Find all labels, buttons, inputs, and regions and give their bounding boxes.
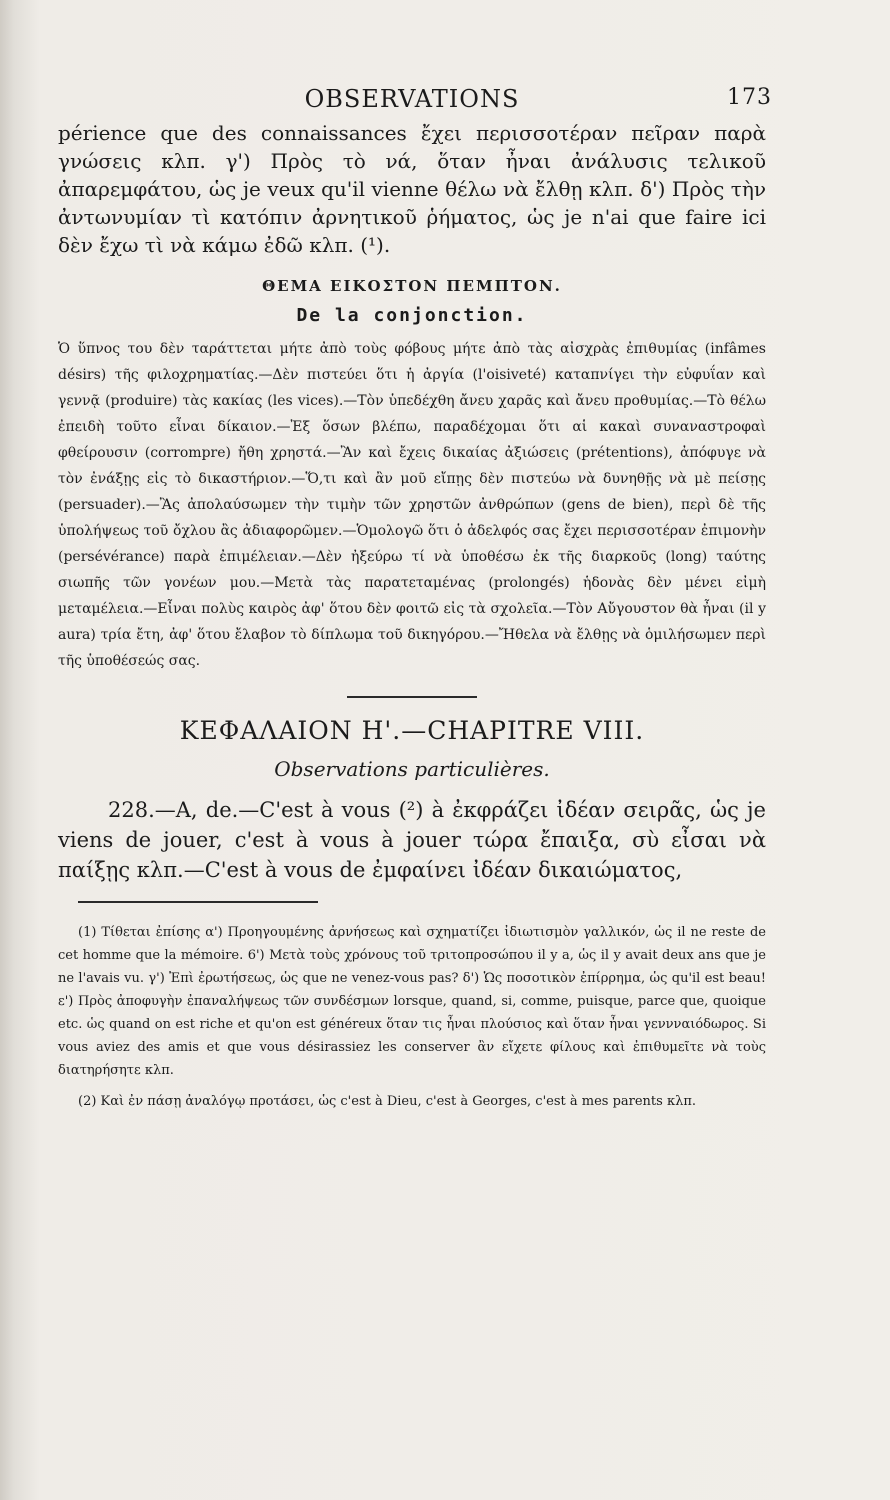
page-content [58, 85, 772, 1121]
chapter-heading: ΚΕΦΑΛΑΙΟΝ Η'.—CHAPITRE VIII. [179, 716, 645, 745]
chapter-subtitle: Observations particulières. [274, 757, 550, 781]
intro-paragraph: périence que des connaissances ἔχει περισσοτέραν πεῖραν παρὰ γνώσεις κλπ. γ') Πρὸς τὸ νά, ὅταν ἦναι ἀνάλυσις τελικοῦ ἀπαρεμφάτου, ὡς je veux qu'il vienne θέλω νὰ ἔλθῃ κλπ. δ') Πρὸς τὴν ἀντωνυμίαν τὶ κατόπιν ἀρνητικοῦ ῥήματος, ὡς je n'ai que faire ici δὲν ἔχω τὶ νὰ κάμω ἐδῶ κλπ. (¹). [58, 121, 766, 257]
footnote-1: (1) Τίθεται ἐπίσης α') Προηγουμένης ἀρνήσεως καὶ σχηματίζει ἰδιωτισμὸν γαλλικόν, ὡς il ne reste de cet homme que la mémoire. 6') Μετὰ τοὺς χρόνους τοῦ τριτοπροσώπου il y a, ὡς il y avait deux ans que je ne l'avais vu. γ') Ἐπὶ ἐρωτήσεως, ὡς que ne venez-vous pas? δ') Ὡς ποσοτικὸν ἐπίρρημα, ὡς qu'il est beau! ε') Πρὸς ἀποφυγὴν ἐπαναλήψεως τῶν συνδέσμων lorsque, quand, si, comme, puisque, parce que, quoique etc. ὡς quand on est riche et qu'on est généreux ὅταν τις ἦναι πλούσιος καὶ ὅταν ἦναι γεννναιόδωρος. Si vous aviez des amis et que vous désirassiez les conserver ἂν εἴχετε φίλους καὶ ἐπιθυμεῖτε νὰ τοὺς διατηρήσητε κλπ. [58, 925, 766, 1078]
exercise-text: Ὁ ὕπνος του δὲν ταράττεται μήτε ἀπὸ τοὺς φόβους μήτε ἀπὸ τὰς αἰσχρὰς ἐπιθυμίας (infâmes désirs) τῆς φιλοχρηματίας.—Δὲν πιστεύει ὅτι ἡ ἀργία (l'oisiveté) καταπνίγει τὴν εὐφυΐαν καὶ γεννᾷ (produire) τὰς κακίας (les vices).—Τὸν ὑπεδέχθη ἄνευ χαρᾶς καὶ ἄνευ προθυμίας.—Τὸ θέλω ἐπειδὴ τοῦτο εἶναι δίκαιον.—Ἐξ ὅσων βλέπω, παραδέχομαι ὅτι αἱ κακαὶ συναναστροφαὶ φθείρουσιν (corrompre) ἤθη χρηστά.—Ἂν καὶ ἔχεις δικαίας ἀξιώσεις (prétentions), ἀπόφυγε νὰ τὸν ἐνάξῃς εἰς τὸ δικαστήριον.—Ὅ,τι καὶ ἂν μοῦ εἴπῃς δὲν πιστεύω νὰ δυνηθῇς νὰ μὲ πείσῃς (persuader).—Ἂς ἀπολαύσωμεν τὴν τιμὴν τῶν χρηστῶν ἀνθρώπων (gens de bien), περὶ δὲ τῆς ὑπολήψεως τοῦ ὄχλου ἂς ἀδιαφορῶμεν.—Ὁμολογῶ ὅτι ὁ ἀδελφός σας ἔχει περισσοτέραν ἐπιμονὴν (persévérance) παρὰ ἐπιμέλειαν.—Δὲν ἠξεύρω τί νὰ ὑποθέσω ἐκ τῆς διαρκοῦς (long) ταύτης σιωπῆς τῶν γονέων μου.—Μετὰ τὰς παρατεταμένας (prolongés) ἡδονὰς δὲν μένει εἰμὴ μεταμέλεια.—Εἶναι πολὺς καιρὸς ἀφ' ὅτου δὲν φοιτῶ εἰς τὰ σχολεῖα.—Τὸν Αὔγουστον θὰ ἦναι (il y aura) τρία ἔτη, ἀφ' ὅτου ἔλαβον τὸ δίπλωμα τοῦ δικηγόρου.—Ἤθελα νὰ ἔλθῃς νὰ ὁμιλήσωμεν περὶ τῆς ὑποθέσεώς σας. [58, 341, 767, 669]
theme-subheading: De la conjonction. [296, 305, 528, 326]
page-number: 173 [727, 85, 772, 110]
footnote-divider [78, 901, 318, 903]
section-divider [347, 696, 477, 698]
running-title: OBSERVATIONS [304, 85, 520, 113]
footnote-2: (2) Καὶ ἐν πάσῃ ἀναλόγῳ προτάσει, ὡς c'est à Dieu, c'est à Georges, c'est à mes parents κλπ. [78, 1094, 696, 1109]
theme-heading: ΘΕΜΑ ΕΙΚΟΣΤΟΝ ΠΕΜΠΤΟΝ. [262, 277, 562, 295]
chapter-paragraph: 228.—A, de.—C'est à vous (²) à ἐκφράζει ἰδέαν σειρᾶς, ὡς je viens de jouer, c'est à vous à jouer τώρα ἔπαιξα, σὺ εἶσαι νὰ παίξῃς κλπ.—C'est à vous de ἐμφαίνει ἰδέαν δικαιώματος, [58, 798, 766, 882]
running-head [58, 85, 772, 119]
